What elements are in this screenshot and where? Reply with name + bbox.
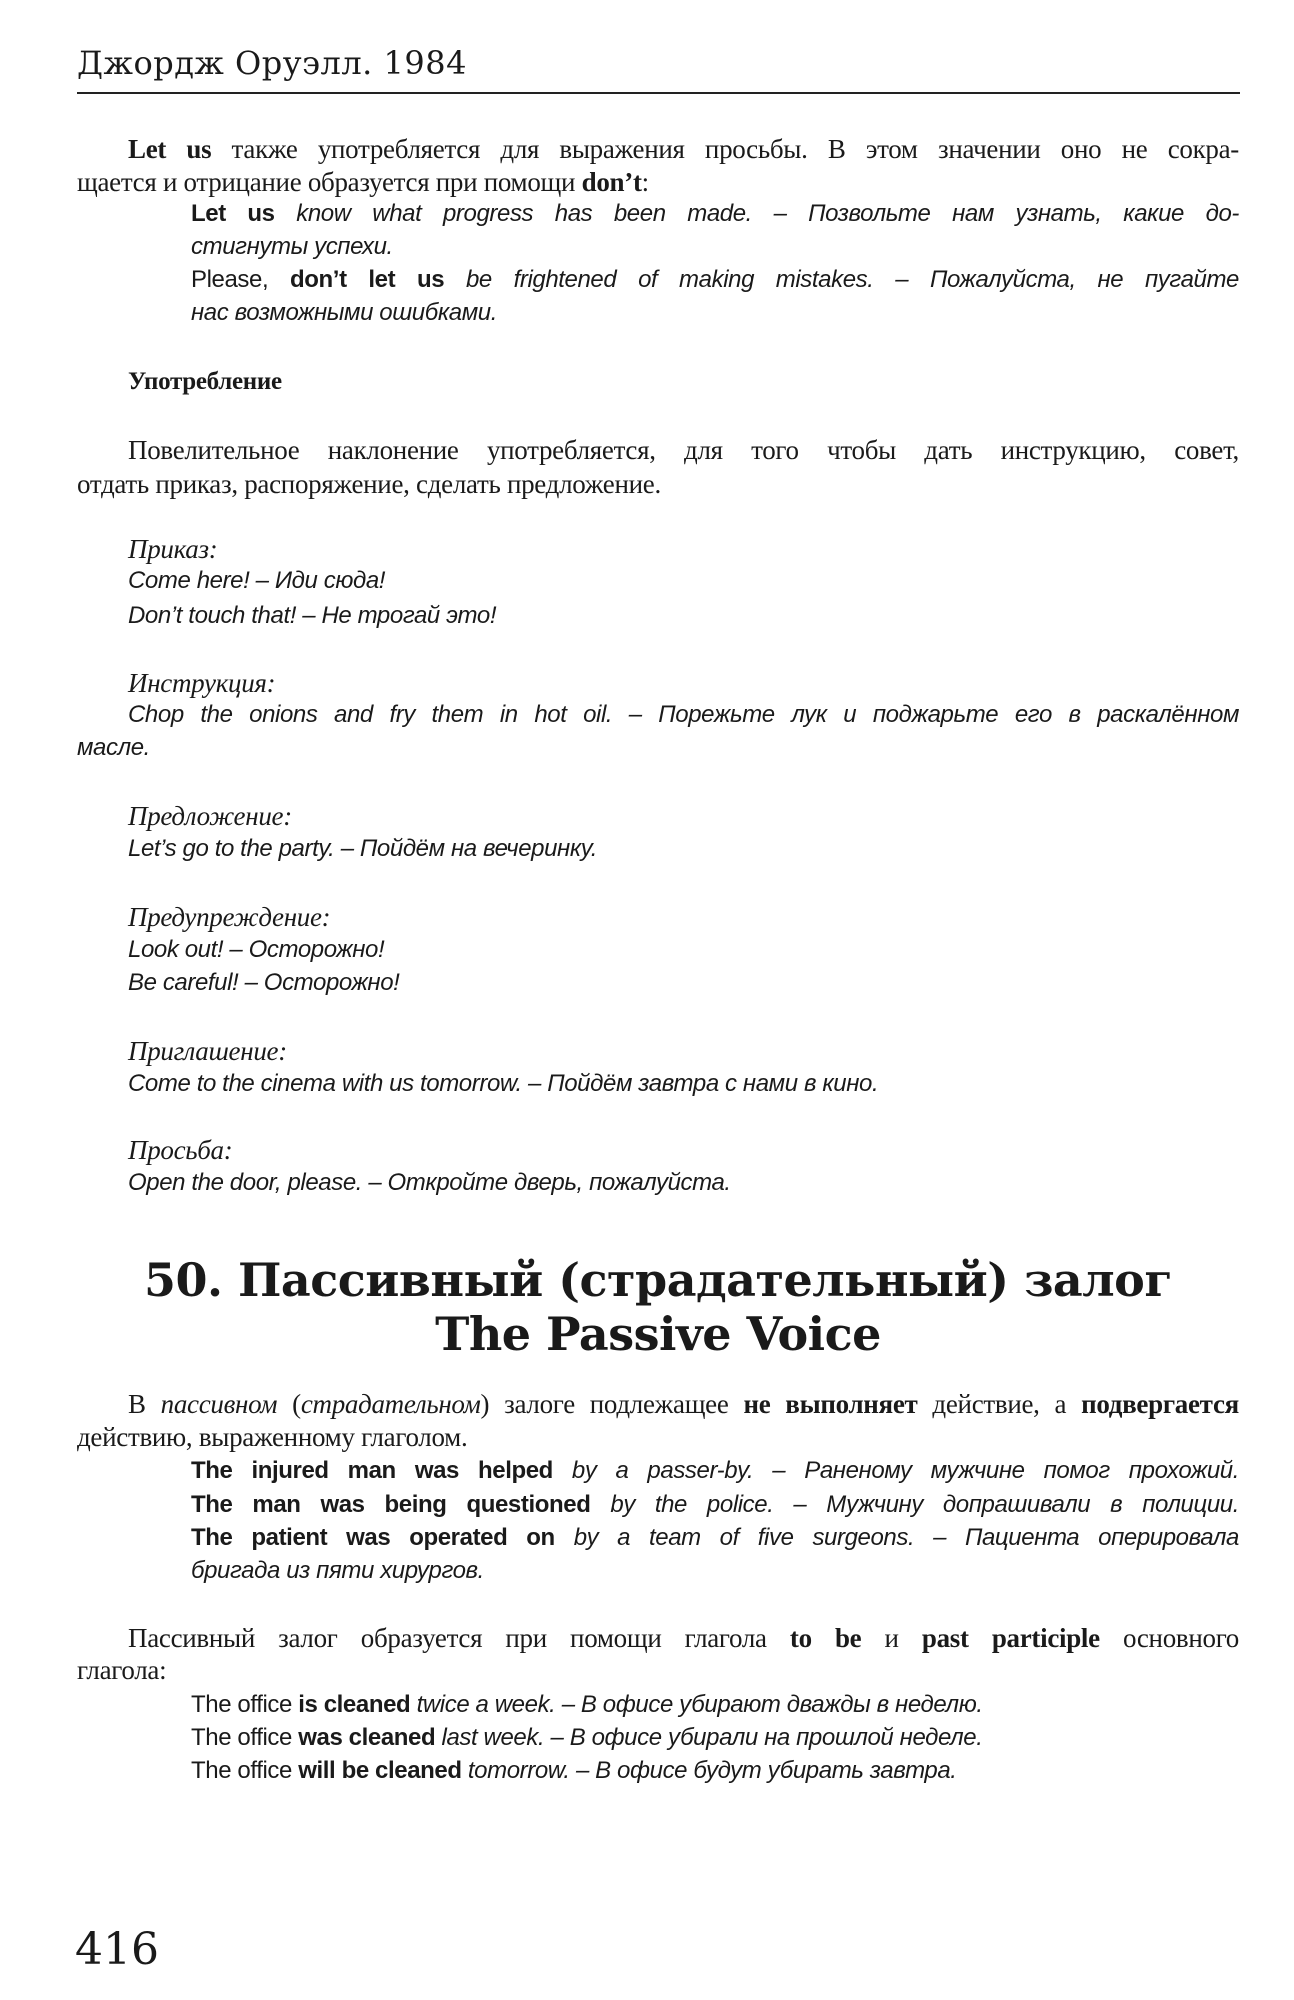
text: twice a week. – В офисе убирают дважды в неделю. — [410, 1691, 983, 1718]
text: The office — [191, 1691, 299, 1718]
bold-term: don’t let us — [290, 266, 445, 293]
bold-term: Let us — [128, 134, 212, 164]
group-label: Приказ: — [128, 534, 218, 564]
example-line: Don’t touch that! – Не трогай это! — [128, 602, 497, 629]
paragraph-line — [128, 1387, 1239, 1421]
bold-term: past participle — [921, 1623, 1100, 1653]
example-line: Come here! – Иди сюда! — [128, 567, 386, 594]
text: ( — [277, 1389, 301, 1419]
text: Пассивный залог образуется при помощи глагола — [128, 1623, 790, 1653]
example-line: стигнуты успехи. — [191, 233, 393, 260]
example-line — [191, 1754, 957, 1788]
bold-term: Let us — [191, 200, 275, 227]
paragraph-line: Повелительное наклонение употребляется, для того чтобы дать инструкцию, совет, — [128, 435, 1239, 465]
text: и — [861, 1623, 922, 1653]
text: be frightened of making mistakes. — [444, 266, 874, 293]
text: by a passer-by. – Раненому мужчине помог прохожий. — [552, 1457, 1239, 1484]
text: действие, а — [917, 1389, 1082, 1419]
example-line: Look out! – Осторожно! — [128, 936, 385, 963]
example-line: Come to the cinema with us tomorrow. – Пойдём завтра с нами в кино. — [128, 1070, 879, 1097]
bold-term: to be — [789, 1623, 862, 1653]
italic-term: страдательном — [300, 1389, 481, 1419]
paragraph-line: глагола: — [77, 1655, 167, 1685]
italic-term: пассивном — [160, 1389, 278, 1419]
bold-term: The injured man was helped — [191, 1457, 553, 1484]
text: tomorrow. – В офисе будут убирать завтра. — [461, 1757, 957, 1784]
group-label: Предложение: — [128, 801, 292, 831]
paragraph-line — [77, 165, 1239, 199]
example-line: Be careful! – Осторожно! — [128, 969, 400, 996]
example-line — [191, 197, 1239, 231]
paragraph-line: отдать приказ, распоряжение, сделать предложение. — [77, 469, 661, 499]
bold-term: не выполняет — [743, 1389, 918, 1419]
example-line — [191, 1454, 1239, 1488]
group-label: Просьба: — [128, 1135, 233, 1165]
bold-term: was cleaned — [298, 1724, 436, 1751]
example-line: Let’s go to the party. – Пойдём на вечеринку. — [128, 835, 598, 862]
example-line: масле. — [77, 734, 150, 761]
text: Please, — [191, 266, 291, 293]
example-line — [191, 1721, 983, 1755]
text: last week. – В офисе убирали на прошлой неделе. — [435, 1724, 983, 1751]
paragraph-line — [128, 1621, 1239, 1655]
bold-term: is cleaned — [298, 1691, 411, 1718]
chapter-title-english: The Passive Voice — [435, 1307, 881, 1361]
bold-term: The patient was operated on — [191, 1524, 555, 1551]
text: В — [128, 1389, 161, 1419]
page-number: 416 — [75, 1924, 159, 1975]
bold-term: подвергается — [1081, 1389, 1239, 1419]
section-subheading: Употребление — [128, 368, 282, 395]
text: by a team of five surgeons. – Пациента оперировала — [554, 1524, 1239, 1551]
example-line — [191, 1688, 983, 1722]
text: The office — [191, 1724, 299, 1751]
text: by the police. – Мужчину допрашивали в полиции. — [590, 1491, 1239, 1518]
example-line — [191, 1488, 1239, 1522]
example-line: бригада из пяти хирургов. — [191, 1557, 484, 1584]
bold-term: don’t — [581, 167, 642, 197]
text: The office — [191, 1757, 299, 1784]
bold-term: will be cleaned — [298, 1757, 462, 1784]
text: также употребляется для выражения просьбы. В этом значении оно не сокра- — [211, 134, 1239, 164]
bold-term: The man was being questioned — [191, 1491, 591, 1518]
paragraph-line — [128, 132, 1239, 166]
group-label: Приглашение: — [128, 1036, 287, 1066]
text: основного — [1099, 1623, 1239, 1653]
example-line: Chop the onions and fry them in hot oil. – Порежьте лук и поджарьте его в раскалённом — [128, 701, 1239, 728]
group-label: Предупреждение: — [128, 902, 331, 932]
example-line — [191, 1521, 1239, 1555]
text: щается и отрицание образуется при помощи — [77, 167, 582, 197]
translation: – Позвольте нам узнать, какие до- — [751, 200, 1239, 227]
text: ) залоге подлежащее — [480, 1389, 744, 1419]
group-label: Инструкция: — [128, 668, 276, 698]
text: know what progress has been made. — [274, 200, 752, 227]
example-line — [191, 263, 1239, 297]
translation: – Пожалуйста, не пугайте — [873, 266, 1239, 293]
header-rule — [77, 92, 1240, 94]
chapter-title: 50. Пассивный (страдательный) залог — [143, 1253, 1173, 1307]
paragraph-line: действию, выраженному глаголом. — [77, 1422, 468, 1452]
running-title: Джордж Оруэлл. 1984 — [77, 44, 467, 82]
example-line: нас возможными ошибками. — [191, 299, 497, 326]
text: : — [641, 167, 649, 197]
example-line: Open the door, please. – Откройте дверь, пожалуйста. — [128, 1169, 731, 1196]
